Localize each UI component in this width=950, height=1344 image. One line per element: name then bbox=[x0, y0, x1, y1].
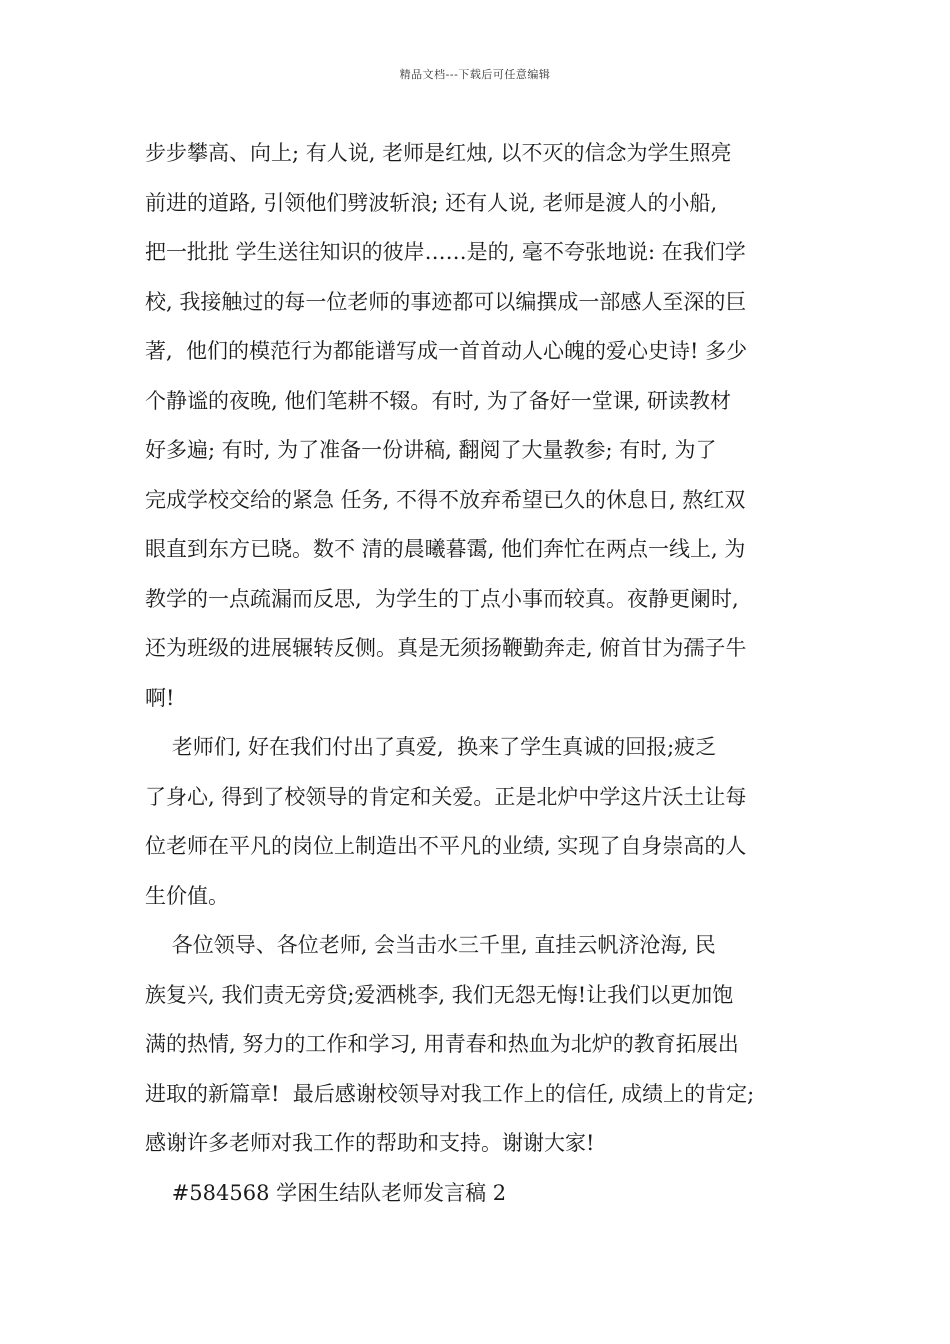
text-line: 老师们, 好在我们付出了真爱, 换来了学生真诚的回报;疲乏 bbox=[145, 735, 717, 759]
document-body bbox=[145, 129, 813, 1218]
text-line: 把一批批 学生送往知识的彼岸……是的, 毫不夸张地说: 在我们学 bbox=[145, 240, 746, 264]
text-line: 感谢许多老师对我工作的帮助和支持。谢谢大家! bbox=[145, 1131, 595, 1155]
text-line: 好多遍; 有时, 为了准备一份讲稿, 翻阅了大量教参; 有时, 为了 bbox=[145, 438, 717, 462]
heading-line: #584568 学困生结队老师发言稿 2 bbox=[145, 1180, 507, 1205]
text-line: 完成学校交给的紧急 任务, 不得不放弃希望已久的休息日, 熬红双 bbox=[145, 487, 746, 512]
text-line: 各位领导、各位老师, 会当击水三千里, 直挂云帆济沧海, 民 bbox=[145, 933, 716, 957]
text-line: 了身心, 得到了校领导的肯定和关爱。正是北炉中学这片沃土让每 bbox=[145, 784, 747, 809]
text-line: 著, 他们的模范行为都能谱写成一首首动人心魄的爱心史诗! 多少 bbox=[145, 339, 748, 363]
text-line: 生价值。 bbox=[145, 883, 229, 908]
text-line: 位老师在平凡的岗位上制造出不平凡的业绩, 实现了自身崇高的人 bbox=[145, 834, 747, 858]
text-line: 教学的一点疏漏而反思, 为学生的丁点小事而较真。夜静更阑时, bbox=[145, 586, 739, 611]
text-line: 还为班级的进展辗转反侧。真是无须扬鞭勤奔走, 俯首甘为孺子牛 bbox=[145, 636, 747, 660]
page-header: 精品文档---下载后可任意编辑 bbox=[399, 68, 551, 81]
text-line: 眼直到东方已晓。数不 清的晨曦暮霭, 他们奔忙在两点一线上, 为 bbox=[145, 537, 746, 561]
text-line: 前进的道路, 引领他们劈波斩浪; 还有人说, 老师是渡人的小船, bbox=[145, 190, 718, 215]
text-line: 步步攀高、向上; 有人说, 老师是红烛, 以不灭的信念为学生照亮 bbox=[145, 141, 732, 165]
paragraph-3 bbox=[145, 921, 813, 1169]
text-line: 进取的新篇章! 最后感谢校领导对我工作上的信任, 成绩上的肯定; bbox=[145, 1081, 755, 1106]
text-line: 满的热情, 努力的工作和学习, 用青春和热血为北炉的教育拓展出 bbox=[145, 1032, 739, 1056]
section-heading bbox=[145, 1169, 813, 1219]
paragraph-2 bbox=[145, 723, 813, 921]
paragraph-1 bbox=[145, 129, 813, 723]
text-line: 族复兴, 我们责无旁贷;爱洒桃李, 我们无怨无悔!让我们以更加饱 bbox=[145, 982, 734, 1007]
text-line: 校, 我接触过的每一位老师的事迹都可以编撰成一部感人至深的巨 bbox=[145, 289, 747, 314]
text-line: 个静谧的夜晚, 他们笔耕不辍。有时, 为了备好一堂课, 研读教材 bbox=[145, 388, 732, 413]
text-line: 啊! bbox=[145, 685, 175, 710]
